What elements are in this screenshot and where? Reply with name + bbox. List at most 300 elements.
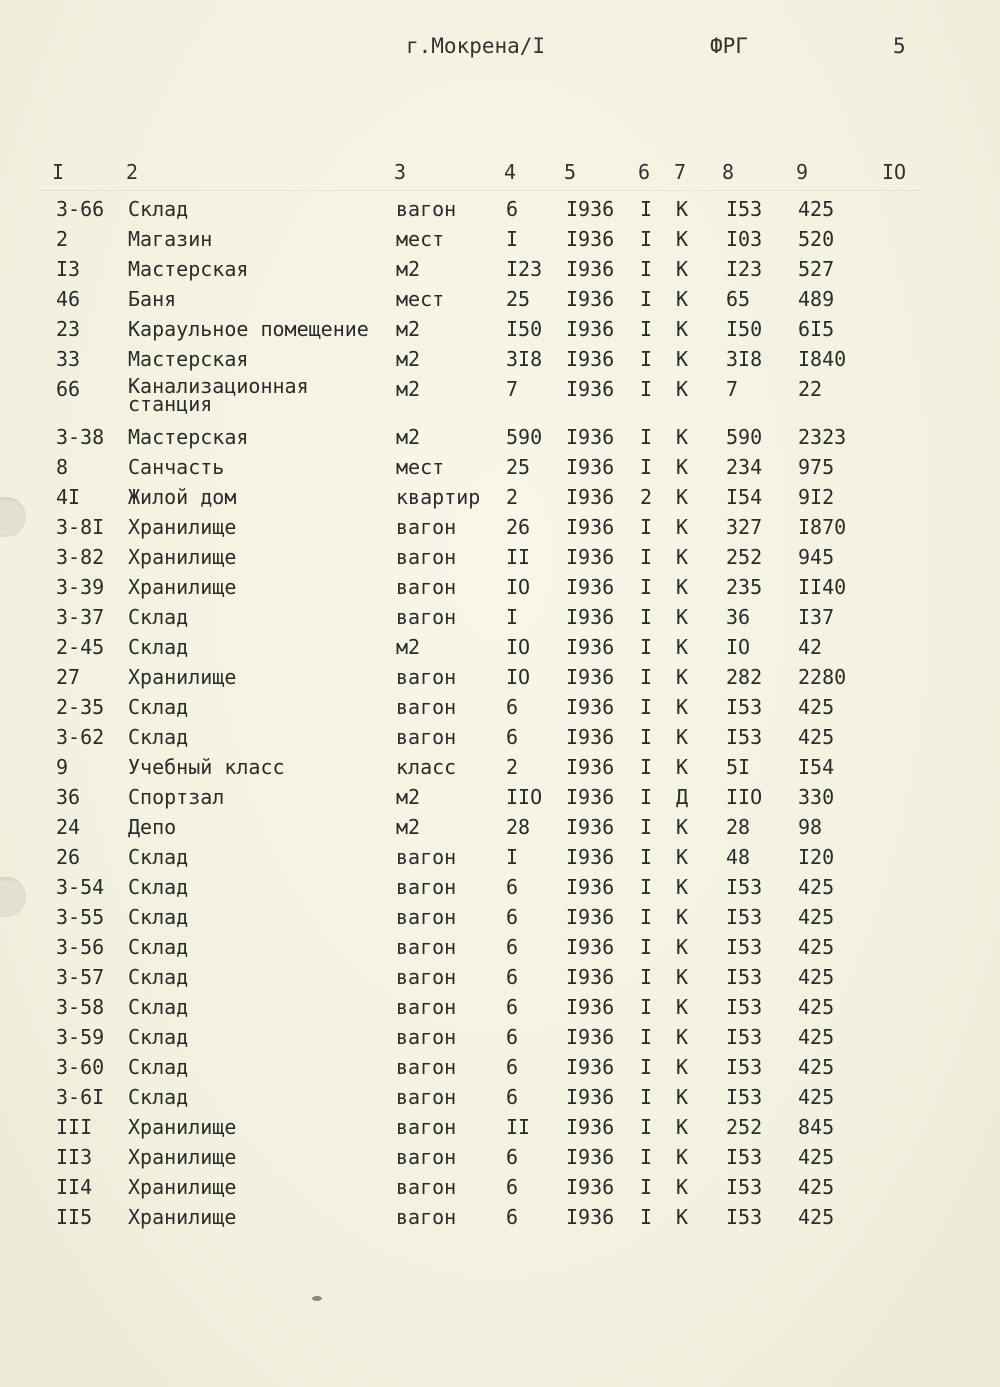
column-header-6: 6 (638, 160, 651, 184)
cell-c3: м2 (396, 347, 421, 371)
cell-c6: I (640, 845, 653, 869)
cell-c1: 3-8I (56, 515, 105, 539)
table-row (0, 421, 1000, 451)
cell-c5: I936 (566, 1205, 615, 1229)
cell-c6: I (640, 197, 653, 221)
cell-c9: 98 (798, 815, 823, 839)
cell-c5: I936 (566, 287, 615, 311)
cell-c1: 23 (56, 317, 81, 341)
cell-c5: I936 (566, 905, 615, 929)
cell-c5: I936 (566, 995, 615, 1019)
table-row (0, 841, 1000, 871)
cell-c3: м2 (396, 317, 421, 341)
table-row (0, 1111, 1000, 1141)
cell-c4: 6 (506, 1055, 519, 1079)
table-row (0, 253, 1000, 283)
cell-c1: 3-38 (56, 425, 105, 449)
cell-c8: I23 (726, 257, 763, 281)
cell-c8: 65 (726, 287, 751, 311)
cell-c2: Учебный класс (128, 755, 285, 779)
cell-c7: К (676, 1205, 689, 1229)
cell-c2: Мастерская (128, 257, 249, 281)
cell-c5: I936 (566, 695, 615, 719)
cell-c8: I53 (726, 905, 763, 929)
cell-c7: К (676, 935, 689, 959)
cell-c6: I (640, 377, 653, 401)
cell-c3: вагон (396, 605, 457, 629)
cell-c4: 6 (506, 725, 519, 749)
table-row (0, 751, 1000, 781)
cell-c8: I53 (726, 1175, 763, 1199)
cell-c1: 36 (56, 785, 81, 809)
cell-c8: 48 (726, 845, 751, 869)
cell-c1: 3-55 (56, 905, 105, 929)
cell-c4: 3I8 (506, 347, 543, 371)
cell-c3: вагон (396, 905, 457, 929)
table-row (0, 691, 1000, 721)
cell-c5: I936 (566, 317, 615, 341)
table-row (0, 1171, 1000, 1201)
table-row (0, 871, 1000, 901)
cell-c6: 2 (640, 485, 653, 509)
cell-c3: вагон (396, 1055, 457, 1079)
cell-c9: 9I2 (798, 485, 835, 509)
cell-c9: I54 (798, 755, 835, 779)
cell-c9: 425 (798, 1175, 835, 1199)
cell-c8: I53 (726, 1085, 763, 1109)
cell-c4: 6 (506, 995, 519, 1019)
cell-c5: I936 (566, 455, 615, 479)
cell-c3: м2 (396, 425, 421, 449)
cell-c2-line1: Канализационная (128, 374, 309, 398)
cell-c2: Мастерская (128, 347, 249, 371)
cell-c2: Хранилище (128, 515, 237, 539)
table-row (0, 451, 1000, 481)
cell-c9: 425 (798, 875, 835, 899)
table-row (0, 1051, 1000, 1081)
cell-c9: I20 (798, 845, 835, 869)
cell-c8: I53 (726, 1205, 763, 1229)
cell-c1: 3-59 (56, 1025, 105, 1049)
cell-c8: I50 (726, 317, 763, 341)
cell-c8: 28 (726, 815, 751, 839)
cell-c6: I (640, 695, 653, 719)
cell-c5: I936 (566, 725, 615, 749)
cell-c1: I3 (56, 257, 81, 281)
cell-c2: Хранилище (128, 1115, 237, 1139)
cell-c4: 590 (506, 425, 543, 449)
cell-c4: 25 (506, 455, 531, 479)
table-row (0, 313, 1000, 343)
cell-c2: Склад (128, 1085, 189, 1109)
cell-c9: II40 (798, 575, 847, 599)
cell-c6: I (640, 1115, 653, 1139)
cell-c5: I936 (566, 1085, 615, 1109)
cell-c4: 6 (506, 965, 519, 989)
table-row (0, 373, 1000, 421)
cell-c3: вагон (396, 1145, 457, 1169)
cell-c8: 36 (726, 605, 751, 629)
cell-c7: К (676, 725, 689, 749)
cell-c7: К (676, 257, 689, 281)
cell-c5: I936 (566, 935, 615, 959)
cell-c3: вагон (396, 575, 457, 599)
cell-c6: I (640, 1175, 653, 1199)
table-row (0, 1201, 1000, 1231)
cell-c5: I936 (566, 605, 615, 629)
cell-c5: I936 (566, 515, 615, 539)
column-header-2: 2 (126, 160, 139, 184)
cell-c6: I (640, 965, 653, 989)
cell-c4: 25 (506, 287, 531, 311)
table-row (0, 721, 1000, 751)
cell-c7: К (676, 347, 689, 371)
cell-c6: I (640, 227, 653, 251)
table-row (0, 601, 1000, 631)
cell-c4: II (506, 545, 531, 569)
cell-c1: 2-35 (56, 695, 105, 719)
table-row (0, 1021, 1000, 1051)
cell-c9: 425 (798, 1085, 835, 1109)
table-row (0, 901, 1000, 931)
cell-c3: вагон (396, 665, 457, 689)
table-row (0, 223, 1000, 253)
cell-c9: I870 (798, 515, 847, 539)
cell-c9: 2280 (798, 665, 847, 689)
cell-c4: I (506, 845, 519, 869)
cell-c9: 425 (798, 1145, 835, 1169)
cell-c4: IIO (506, 785, 543, 809)
cell-c3: вагон (396, 695, 457, 719)
cell-c7: К (676, 1025, 689, 1049)
cell-c6: I (640, 317, 653, 341)
cell-c5: I936 (566, 575, 615, 599)
cell-c1: 46 (56, 287, 81, 311)
cell-c4: 6 (506, 1175, 519, 1199)
cell-c3: вагон (396, 1205, 457, 1229)
cell-c6: I (640, 785, 653, 809)
cell-c1: 3-60 (56, 1055, 105, 1079)
cell-c3: вагон (396, 995, 457, 1019)
cell-c8: I53 (726, 965, 763, 989)
cell-c1: 2 (56, 227, 69, 251)
cell-c9: 527 (798, 257, 835, 281)
cell-c1: 3-54 (56, 875, 105, 899)
cell-c2: Склад (128, 935, 189, 959)
cell-c4: I (506, 227, 519, 251)
cell-c5: I936 (566, 965, 615, 989)
cell-c1: 3-82 (56, 545, 105, 569)
cell-c2: Мастерская (128, 425, 249, 449)
cell-c5: I936 (566, 1025, 615, 1049)
cell-c5: I936 (566, 635, 615, 659)
cell-c7: К (676, 1145, 689, 1169)
cell-c4: 6 (506, 1025, 519, 1049)
cell-c2: Склад (128, 197, 189, 221)
cell-c6: I (640, 425, 653, 449)
cell-c2: Магазин (128, 227, 213, 251)
cell-c2: Склад (128, 695, 189, 719)
cell-c5: I936 (566, 1145, 615, 1169)
cell-c4: IO (506, 635, 531, 659)
column-header-4: 4 (504, 160, 517, 184)
cell-c6: I (640, 665, 653, 689)
cell-c4: I50 (506, 317, 543, 341)
cell-c6: I (640, 575, 653, 599)
cell-c3: вагон (396, 875, 457, 899)
cell-c8: I53 (726, 875, 763, 899)
cell-c8: I53 (726, 1145, 763, 1169)
table-row (0, 811, 1000, 841)
cell-c1: 8 (56, 455, 69, 479)
cell-c9: 425 (798, 965, 835, 989)
cell-c9: 425 (798, 725, 835, 749)
cell-c7: К (676, 545, 689, 569)
table-row (0, 511, 1000, 541)
cell-c6: I (640, 545, 653, 569)
cell-c9: 425 (798, 197, 835, 221)
cell-c2: Склад (128, 725, 189, 749)
cell-c3: м2 (396, 377, 421, 401)
cell-c3: вагон (396, 1115, 457, 1139)
table-row (0, 193, 1000, 223)
cell-c5: I936 (566, 257, 615, 281)
cell-c4: 2 (506, 755, 519, 779)
cell-c3: вагон (396, 845, 457, 869)
cell-c5: I936 (566, 377, 615, 401)
cell-c9: 975 (798, 455, 835, 479)
cell-c9: 845 (798, 1115, 835, 1139)
cell-c4: IO (506, 575, 531, 599)
cell-c7: К (676, 605, 689, 629)
cell-c6: I (640, 905, 653, 929)
cell-c7: К (676, 317, 689, 341)
cell-c4: 6 (506, 935, 519, 959)
cell-c9: 6I5 (798, 317, 835, 341)
column-header-7: 7 (674, 160, 687, 184)
cell-c5: I936 (566, 1115, 615, 1139)
cell-c1: 3-66 (56, 197, 105, 221)
cell-c3: вагон (396, 1025, 457, 1049)
cell-c7: К (676, 197, 689, 221)
cell-c2: Склад (128, 605, 189, 629)
table-row (0, 781, 1000, 811)
cell-c8: 5I (726, 755, 751, 779)
cell-c7: К (676, 875, 689, 899)
cell-c6: I (640, 1025, 653, 1049)
cell-c5: I936 (566, 785, 615, 809)
cell-c4: 6 (506, 1085, 519, 1109)
table-row (0, 631, 1000, 661)
table-row (0, 931, 1000, 961)
cell-c4: 26 (506, 515, 531, 539)
cell-c6: I (640, 755, 653, 779)
cell-c7: К (676, 425, 689, 449)
cell-c2: Склад (128, 995, 189, 1019)
ink-blot (312, 1296, 322, 1301)
cell-c2: Баня (128, 287, 177, 311)
cell-c1: 3-62 (56, 725, 105, 749)
cell-c6: I (640, 1055, 653, 1079)
table-row (0, 961, 1000, 991)
cell-c6: I (640, 287, 653, 311)
cell-c8: I53 (726, 1025, 763, 1049)
cell-c2: Склад (128, 905, 189, 929)
cell-c3: м2 (396, 815, 421, 839)
column-headers (0, 150, 1000, 190)
cell-c5: I936 (566, 755, 615, 779)
cell-c3: вагон (396, 1175, 457, 1199)
cell-c8: I53 (726, 995, 763, 1019)
cell-c2: Спортзал (128, 785, 225, 809)
cell-c5: I936 (566, 227, 615, 251)
table-row (0, 481, 1000, 511)
cell-c6: I (640, 1145, 653, 1169)
column-header-10: IO (882, 160, 907, 184)
column-header-1: I (52, 160, 65, 184)
header-place: г.Мокрена/I (406, 34, 546, 58)
cell-c9: 945 (798, 545, 835, 569)
cell-c6: I (640, 515, 653, 539)
cell-c3: класс (396, 755, 457, 779)
cell-c7: К (676, 377, 689, 401)
cell-c3: мест (396, 287, 445, 311)
cell-c7: К (676, 1115, 689, 1139)
cell-c9: 425 (798, 1055, 835, 1079)
cell-c8: 252 (726, 545, 763, 569)
cell-c9: 425 (798, 995, 835, 1019)
cell-c7: Д (676, 785, 689, 809)
cell-c4: 6 (506, 695, 519, 719)
cell-c7: К (676, 227, 689, 251)
cell-c9: 425 (798, 935, 835, 959)
cell-c7: К (676, 1055, 689, 1079)
table-row (0, 343, 1000, 373)
cell-c4: I (506, 605, 519, 629)
cell-c9: 489 (798, 287, 835, 311)
table-row (0, 991, 1000, 1021)
column-header-3: 3 (394, 160, 407, 184)
cell-c2: Склад (128, 875, 189, 899)
cell-c6: I (640, 347, 653, 371)
cell-c3: мест (396, 227, 445, 251)
cell-c8: 234 (726, 455, 763, 479)
cell-c6: I (640, 1205, 653, 1229)
cell-c8: 282 (726, 665, 763, 689)
cell-c7: К (676, 965, 689, 989)
cell-c8: 590 (726, 425, 763, 449)
cell-c5: I936 (566, 875, 615, 899)
cell-c1: 2-45 (56, 635, 105, 659)
cell-c1: 3-39 (56, 575, 105, 599)
cell-c2-line2: станция (128, 392, 213, 416)
cell-c7: К (676, 815, 689, 839)
cell-c3: квартир (396, 485, 481, 509)
cell-c8: 3I8 (726, 347, 763, 371)
cell-c2: Хранилище (128, 545, 237, 569)
cell-c6: I (640, 455, 653, 479)
table-row (0, 1141, 1000, 1171)
cell-c1: 24 (56, 815, 81, 839)
cell-c7: К (676, 515, 689, 539)
cell-c9: 425 (798, 1205, 835, 1229)
table-row (0, 541, 1000, 571)
cell-c3: м2 (396, 257, 421, 281)
table-row (0, 661, 1000, 691)
cell-c1: II5 (56, 1205, 93, 1229)
cell-c6: I (640, 725, 653, 749)
cell-c8: IIO (726, 785, 763, 809)
cell-c4: II (506, 1115, 531, 1139)
cell-c4: 6 (506, 1205, 519, 1229)
cell-c4: 6 (506, 875, 519, 899)
cell-c9: I37 (798, 605, 835, 629)
cell-c8: 235 (726, 575, 763, 599)
cell-c5: I936 (566, 665, 615, 689)
cell-c6: I (640, 605, 653, 629)
cell-c5: I936 (566, 545, 615, 569)
cell-c1: 3-58 (56, 995, 105, 1019)
cell-c3: вагон (396, 545, 457, 569)
cell-c4: IO (506, 665, 531, 689)
cell-c9: I840 (798, 347, 847, 371)
cell-c7: К (676, 1085, 689, 1109)
cell-c9: 425 (798, 695, 835, 719)
cell-c8: I54 (726, 485, 763, 509)
cell-c8: I53 (726, 695, 763, 719)
cell-c3: м2 (396, 785, 421, 809)
inventory-table (0, 193, 1000, 1231)
cell-c5: I936 (566, 1175, 615, 1199)
cell-c2: Хранилище (128, 575, 237, 599)
cell-c9: 520 (798, 227, 835, 251)
cell-c5: I936 (566, 485, 615, 509)
cell-c8: IO (726, 635, 751, 659)
cell-c8: 252 (726, 1115, 763, 1139)
cell-c1: II4 (56, 1175, 93, 1199)
cell-c7: К (676, 455, 689, 479)
column-header-9: 9 (796, 160, 809, 184)
cell-c5: I936 (566, 815, 615, 839)
cell-c8: I53 (726, 725, 763, 749)
cell-c3: вагон (396, 935, 457, 959)
cell-c1: 27 (56, 665, 81, 689)
cell-c1: 33 (56, 347, 81, 371)
cell-c1: 3-6I (56, 1085, 105, 1109)
cell-c1: 26 (56, 845, 81, 869)
cell-c1: II3 (56, 1145, 93, 1169)
cell-c7: К (676, 287, 689, 311)
cell-c7: К (676, 1175, 689, 1199)
cell-c1: 9 (56, 755, 69, 779)
cell-c7: К (676, 995, 689, 1019)
cell-c4: I23 (506, 257, 543, 281)
cell-c2: Хранилище (128, 1145, 237, 1169)
cell-c3: вагон (396, 965, 457, 989)
cell-c1: 66 (56, 377, 81, 401)
cell-c6: I (640, 257, 653, 281)
cell-c7: К (676, 845, 689, 869)
cell-c4: 7 (506, 377, 519, 401)
cell-c1: III (56, 1115, 93, 1139)
cell-c3: мест (396, 455, 445, 479)
cell-c6: I (640, 875, 653, 899)
cell-c6: I (640, 815, 653, 839)
cell-c9: 330 (798, 785, 835, 809)
cell-c7: К (676, 695, 689, 719)
cell-c2: Санчасть (128, 455, 225, 479)
cell-c7: К (676, 485, 689, 509)
